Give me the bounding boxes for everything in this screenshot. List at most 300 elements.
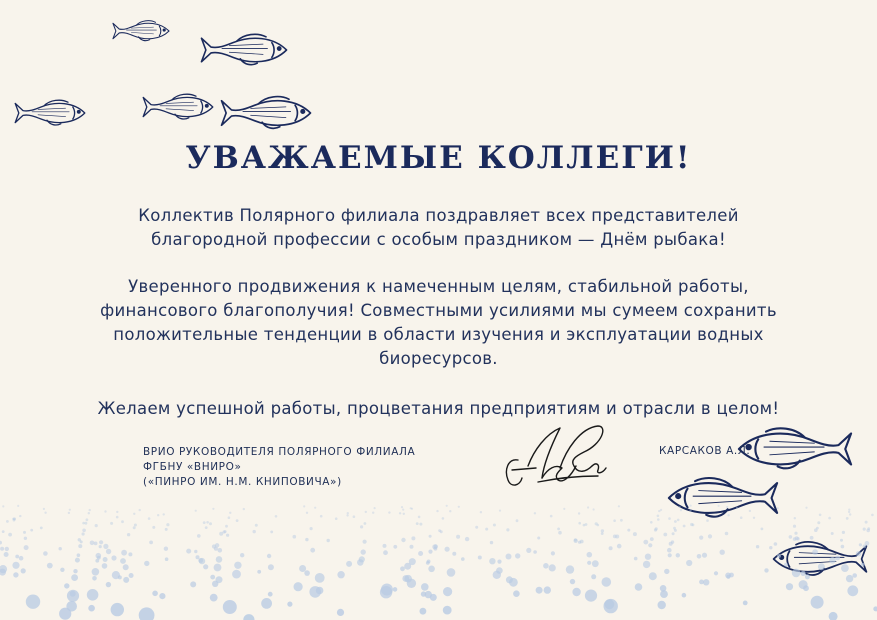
bubble-dot [702, 553, 707, 558]
bubble-dot [677, 519, 680, 522]
bubble-dot [871, 514, 874, 517]
bubble-dot [335, 517, 338, 520]
bubble-dot [591, 574, 596, 579]
bubble-dot [585, 590, 597, 602]
bubble-dot [214, 547, 218, 551]
bubble-dot [465, 537, 469, 541]
bubble-dot [416, 522, 419, 525]
bubble-dot [865, 541, 870, 546]
bubble-dot [810, 536, 814, 540]
bubble-dot [613, 535, 617, 539]
bubble-dot [228, 516, 231, 519]
bubble-dot [643, 540, 648, 545]
bubble-dot [447, 568, 456, 577]
bubble-dot [337, 571, 344, 578]
bubble-dot [537, 537, 540, 540]
bubble-dot [400, 566, 405, 571]
bubble-dot [225, 525, 228, 528]
bubble-dot [19, 515, 21, 517]
bubble-dot [194, 550, 197, 553]
bubble-dot [95, 524, 98, 527]
bubble-dot [679, 506, 681, 508]
bubble-dot [123, 564, 129, 570]
bubble-dot [428, 566, 435, 573]
bubble-dot [648, 543, 652, 547]
bubble-dot [75, 558, 80, 563]
bubble-dot [121, 520, 124, 523]
bubble-dot [420, 608, 427, 615]
bubble-dot [234, 562, 241, 569]
bubble-dot [506, 576, 513, 583]
bubble-dot [784, 563, 788, 567]
bubble-dot [794, 517, 796, 519]
bubble-dot [551, 551, 555, 555]
bubble-dot [660, 585, 667, 592]
bubble-dot [86, 518, 89, 521]
bubble-dot [664, 569, 669, 574]
bubble-dot [499, 510, 501, 512]
bubble-dot [777, 507, 779, 509]
bubble-dot [152, 591, 158, 597]
bubble-dot [216, 576, 223, 583]
bubble-dot [819, 514, 822, 517]
bubble-dot [120, 558, 126, 564]
bubble-dot [847, 585, 858, 596]
bubble-dot [452, 552, 456, 556]
bubble-dot [410, 507, 412, 509]
bubble-dot [534, 512, 536, 514]
bubble-dot [817, 521, 820, 524]
bubble-dot [668, 517, 671, 520]
bubble-dot [165, 528, 168, 531]
bubble-dot [374, 507, 376, 509]
bubble-dot [268, 592, 273, 597]
bubble-dot [47, 563, 53, 569]
bubble-dot [337, 609, 344, 616]
bubble-dot [667, 548, 672, 553]
bubble-dot [427, 560, 431, 564]
bubble-dot [129, 573, 134, 578]
fish-icon [142, 82, 214, 132]
bubble-dot [261, 598, 272, 609]
bubble-dot [163, 513, 165, 515]
bubble-dot [674, 520, 677, 523]
bubble-dot [516, 519, 519, 522]
bubble-dot [645, 554, 651, 560]
fish-icon [198, 28, 290, 72]
bubble-dot [315, 573, 325, 583]
bubble-dot [873, 606, 877, 611]
bubble-dot [643, 561, 650, 568]
bubble-dot [360, 525, 363, 528]
bubble-dots-decoration [0, 500, 877, 620]
bubble-dot [103, 557, 108, 562]
bubble-dot [673, 527, 676, 530]
bubble-dot [434, 544, 438, 548]
bubble-dot [5, 547, 9, 551]
bubble-dot [293, 535, 297, 539]
bubble-dot [580, 540, 584, 544]
bubble-dot [818, 563, 825, 570]
bubble-dot [729, 573, 734, 578]
bubble-dot [152, 526, 155, 529]
bubble-dot [110, 522, 113, 525]
bubble-dot [506, 528, 509, 531]
bubble-dot [116, 516, 119, 519]
bubble-dot [650, 537, 654, 541]
bubble-dot [769, 546, 772, 549]
bubble-dot [195, 510, 197, 512]
bubble-dot [305, 538, 308, 541]
bubble-dot [743, 601, 748, 606]
bubble-dot [157, 514, 159, 516]
bubble-dot [223, 600, 237, 614]
text-line: биоресурсов. [379, 349, 498, 368]
bubble-dot [346, 514, 348, 516]
bubble-dot [649, 572, 657, 580]
bubble-dot [190, 581, 196, 587]
bubble-dot [848, 509, 850, 511]
bubble-dot [480, 511, 482, 513]
bubble-dot [601, 532, 604, 535]
bubble-dot [89, 509, 91, 511]
bubble-dot [243, 508, 245, 510]
bubble-dot [794, 532, 797, 535]
bubble-dot [449, 510, 451, 512]
bubble-dot [77, 553, 81, 557]
bubble-dot [593, 508, 595, 510]
bubble-dot [13, 517, 16, 520]
bubble-dot [572, 588, 580, 596]
fish-icon [4, 95, 96, 131]
bubble-dot [493, 571, 501, 579]
bubble-dot [805, 507, 807, 509]
bubble-dot [209, 522, 212, 525]
bubble-dot [409, 558, 416, 565]
bubble-dot [690, 523, 693, 526]
bubble-dot [116, 511, 118, 513]
bubble-dot [197, 534, 201, 538]
bubble-dot [792, 569, 801, 578]
bubble-dot [6, 520, 9, 523]
bubble-dot [304, 570, 310, 576]
bubble-dot [774, 542, 778, 546]
bubble-dot [436, 510, 438, 512]
bubble-dot [96, 553, 102, 559]
bubble-dot [657, 518, 660, 521]
bubble-dot [88, 605, 95, 612]
bubble-dot [633, 532, 637, 536]
bubble-dot [595, 522, 598, 525]
bubble-dot [19, 556, 24, 561]
bubble-dot [829, 612, 838, 620]
bubble-dot [203, 564, 208, 569]
bubble-dot [811, 596, 824, 609]
bubble-dot [203, 521, 206, 524]
bubble-dot [493, 524, 496, 527]
bubble-dot [816, 527, 819, 530]
bubble-dot [558, 531, 562, 535]
bubble-dot [361, 549, 366, 554]
bubble-dot [536, 587, 543, 594]
bubble-dot [106, 549, 111, 554]
bubble-dot [388, 511, 390, 513]
bubble-dot [310, 548, 315, 553]
bubble-dot [144, 561, 149, 566]
bubble-dot [80, 540, 83, 543]
bubble-dot [372, 512, 374, 514]
bubble-dot [801, 571, 806, 576]
bubble-dot [327, 539, 330, 542]
bubble-dot [399, 512, 401, 514]
position-line: ВРИО РУКОВОДИТЕЛЯ ПОЛЯРНОГО ФИЛИАЛА [143, 446, 416, 458]
bubble-dot [0, 547, 4, 551]
bubble-dot [543, 563, 549, 569]
bubble-dot [592, 560, 599, 567]
bubble-dot [602, 577, 612, 587]
bubble-dot [697, 554, 702, 559]
bubble-dot [526, 548, 531, 553]
bubble-dot [149, 541, 153, 545]
bubble-dot [828, 517, 831, 520]
bubble-dot [669, 542, 673, 546]
bubble-dot [365, 511, 367, 513]
bubble-dot [164, 547, 168, 551]
bubble-dot [789, 535, 793, 539]
bubble-dot [856, 551, 861, 556]
bubble-dot [210, 594, 218, 602]
bubble-dot [726, 506, 728, 508]
bubble-dot [515, 553, 520, 558]
bubble-dot [23, 531, 26, 534]
bubble-dot [71, 574, 78, 581]
bubble-dot [90, 541, 95, 546]
bubble-dot [475, 526, 478, 529]
bubble-dot [411, 536, 415, 540]
bubble-dot [87, 589, 99, 601]
bubble-dot [134, 524, 137, 527]
bubble-dot [240, 553, 244, 557]
bubble-dot [60, 568, 64, 572]
bubble-dot [549, 564, 556, 571]
bubble-dot [314, 507, 316, 509]
bubble-dot [658, 601, 666, 609]
bubble-dot [82, 532, 85, 535]
bubble-dot [655, 527, 658, 530]
bubble-dot [2, 530, 5, 533]
bubble-dot [214, 564, 222, 572]
bubble-dot [69, 509, 71, 511]
bubble-dot [92, 568, 100, 576]
bubble-dot [863, 528, 866, 531]
bubble-dot [12, 562, 19, 569]
handwritten-signature [498, 420, 613, 499]
bubble-dot [216, 556, 223, 563]
bubble-dot [699, 536, 703, 540]
bubble-dot [127, 533, 130, 536]
bubble-dot [706, 519, 709, 522]
bubble-dot [668, 553, 672, 557]
bubble-dot [686, 560, 692, 566]
bubble-dot [316, 587, 324, 595]
bubble-dot [4, 552, 9, 557]
bubble-dot [846, 575, 853, 582]
bubble-dot [159, 593, 165, 599]
bubble-dot [443, 587, 452, 596]
bubble-dot [99, 540, 103, 544]
bubble-dot [756, 545, 759, 548]
bubble-dot [793, 525, 796, 528]
bubble-dot [578, 522, 581, 525]
bubble-dot [232, 570, 241, 579]
bubble-dot [95, 559, 99, 563]
bubble-dot [849, 513, 851, 515]
bubble-dot [255, 524, 258, 527]
bubble-dot [128, 552, 132, 556]
bubble-dot [720, 550, 725, 555]
bubble-dot [795, 536, 799, 540]
bubble-dot [68, 512, 70, 514]
bubble-dot [418, 551, 423, 556]
bubble-dot [859, 543, 862, 546]
bubble-dot [725, 532, 729, 536]
bubble-dot [605, 599, 615, 609]
bubble-dot [663, 533, 667, 537]
bubble-dot [44, 512, 46, 514]
text-line: Коллектив Полярного филиала поздравляет всех представителей [138, 206, 739, 225]
bubble-dot [861, 563, 865, 567]
bubble-dot [73, 569, 77, 573]
fish-icon [220, 88, 312, 138]
bubble-dot [40, 527, 43, 530]
greeting-paragraph-2 [60, 275, 817, 371]
bubble-dot [456, 535, 460, 539]
bubble-dot [786, 583, 793, 590]
bubble-dot [404, 575, 412, 583]
bubble-dot [578, 512, 580, 514]
bubble-dot [67, 590, 79, 602]
bubble-dot [852, 573, 857, 578]
bubble-dot [764, 568, 768, 572]
fish-icon [112, 14, 170, 48]
bubble-dot [206, 521, 209, 524]
bubble-dot [139, 607, 155, 620]
bubble-dot [848, 511, 850, 513]
bubble-dot [618, 505, 620, 507]
bubble-dot [401, 538, 405, 542]
bubble-dot [627, 529, 630, 532]
bubble-dot [458, 506, 460, 508]
bubble-dot [690, 505, 692, 507]
bubble-dot [620, 519, 623, 522]
bubble-dot [219, 532, 223, 536]
bubble-dot [403, 513, 405, 515]
bubble-dot [383, 544, 387, 548]
bubble-dot [353, 515, 356, 518]
bubble-dot [186, 549, 191, 554]
bubble-dot [320, 515, 323, 518]
bubble-dot [253, 530, 256, 533]
bubble-dot [689, 509, 691, 511]
bubble-dot [64, 583, 69, 588]
bubble-dot [393, 545, 397, 549]
bubble-dot [557, 528, 560, 531]
bubble-dot [236, 519, 239, 522]
text-line: положительные тенденции в области изучения и эксплуатации водных [113, 325, 764, 344]
bubble-dot [714, 571, 718, 575]
bubble-dot [306, 512, 308, 514]
bubble-dot [148, 517, 151, 520]
bubble-dot [440, 530, 443, 533]
bubble-dot [270, 531, 273, 534]
bubble-dot [812, 549, 818, 555]
bubble-dot [442, 517, 445, 520]
bubble-dot [383, 550, 388, 555]
bubble-dot [461, 557, 465, 561]
bubble-dot [103, 544, 108, 549]
bubble-dot [401, 506, 403, 508]
bubble-dot [753, 517, 755, 519]
bubble-dot [0, 565, 7, 573]
bubble-dot [634, 557, 638, 561]
text-line: Уверенного продвижения к намеченным целям, стабильной работы, [128, 277, 749, 296]
bubble-dot [106, 582, 111, 587]
bubble-dot [229, 512, 231, 514]
bubble-dot [831, 532, 834, 535]
bubble-dot [676, 553, 680, 557]
bubble-dot [24, 545, 29, 550]
greeting-paragraph-1 [60, 204, 817, 252]
bubble-dot [82, 529, 86, 533]
bubble-dot [8, 533, 12, 537]
bubble-dot [99, 545, 102, 548]
bubble-dot [419, 523, 422, 526]
bubble-dot [550, 515, 553, 518]
bubble-dot [210, 575, 215, 580]
bubble-dot [111, 603, 124, 616]
bubble-dot [418, 516, 421, 519]
bubble-dot [587, 552, 593, 558]
bubble-dot [24, 537, 27, 540]
text-line: финансового благополучия! Совместными усилиями мы сумеем сохранить [100, 301, 777, 320]
bubble-dot [805, 574, 810, 579]
bubble-dot [867, 527, 870, 530]
bubble-dot [490, 541, 493, 544]
bubble-dot [123, 577, 129, 583]
bubble-dot [421, 583, 429, 591]
bubble-dot [544, 586, 551, 593]
bubble-dot [478, 556, 482, 560]
bubble-dot [708, 534, 712, 538]
bubble-dot [112, 571, 120, 579]
bubble-dot [533, 550, 537, 554]
bubble-dot [601, 529, 604, 532]
bubble-dot [268, 564, 274, 570]
bubble-dot [43, 551, 48, 556]
bubble-dot [43, 508, 45, 510]
bubble-dot [587, 506, 589, 508]
bubble-dot [443, 606, 452, 615]
bubble-dot [749, 510, 751, 512]
bubble-dot [380, 586, 392, 598]
bubble-dot [303, 505, 305, 507]
bubble-dot [196, 555, 200, 559]
bubble-dot [257, 570, 261, 574]
bubble-dot [0, 541, 2, 545]
bubble-dot [17, 505, 19, 507]
bubble-dot [736, 507, 738, 509]
bubble-dot [650, 521, 653, 524]
